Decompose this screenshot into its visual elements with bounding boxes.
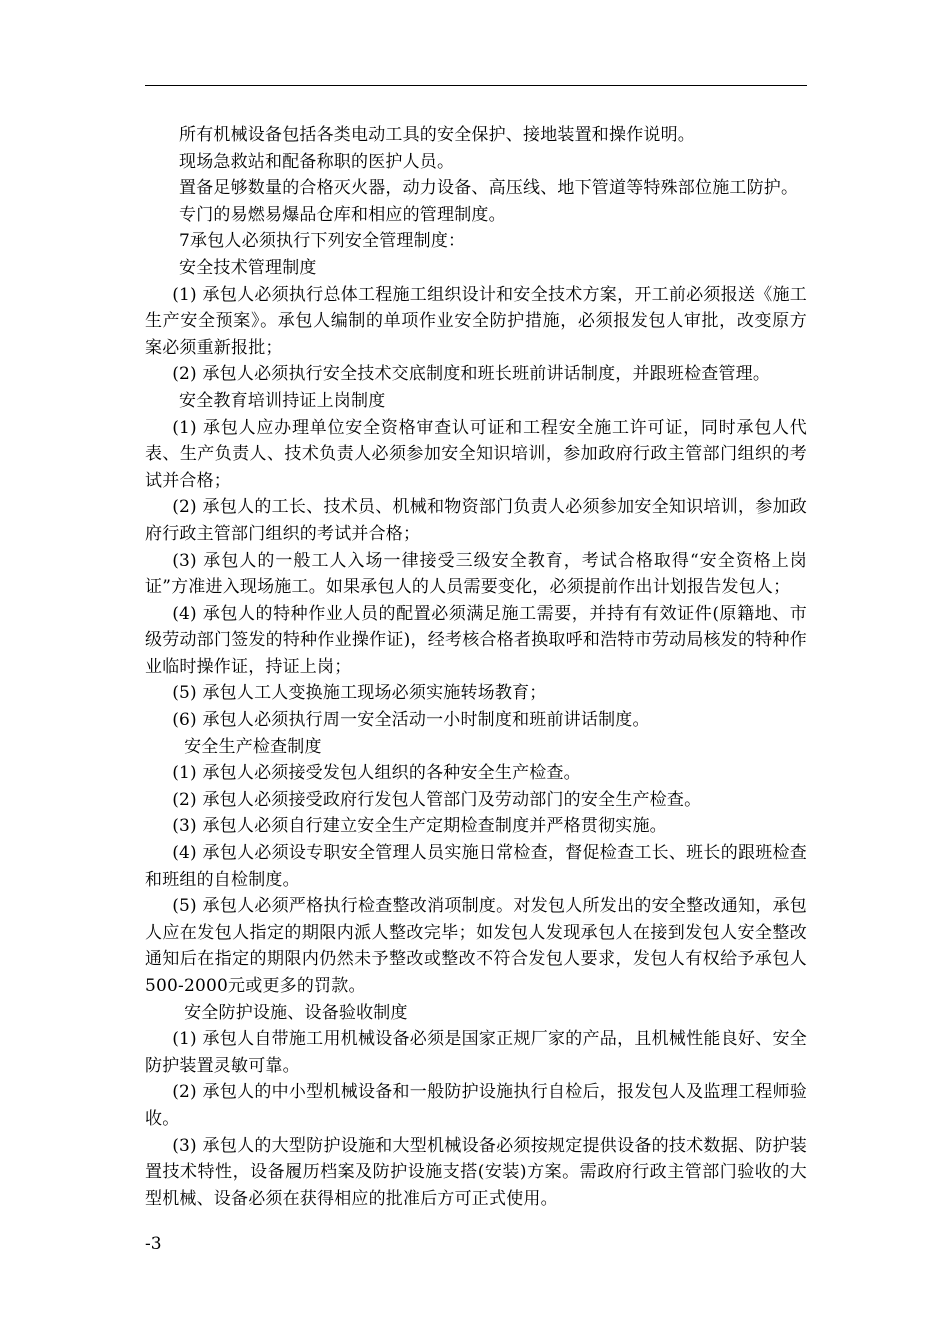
section-heading: 安全防护设施、设备验收制度 <box>184 1002 408 1023</box>
list-item: (1) 承包人必须接受发包人组织的各种安全生产检查。 <box>172 763 581 784</box>
list-item: (4) 承包人必须设专职安全管理人员实施日常检查，督促检查工长、班长的跟班检查和班组的自检制度。 <box>145 843 807 890</box>
header-rule <box>145 85 807 86</box>
list-item: (2) 承包人的工长、技术员、机械和物资部门负责人必须参加安全知识培训，参加政府行政主管部门组织的考试并合格； <box>145 497 807 544</box>
list-item: (5) 承包人必须严格执行检查整改消项制度。对发包人所发出的安全整改通知，承包人应在发包人指定的期限内派人整改完毕；如发包人发现承包人在接到发包人安全整改通知后在指定的期限内仍然未予整改或整改不符合发包人要求，发包人有权给予承包人500-2000元或更多的罚款。 <box>145 896 807 996</box>
list-item: (5) 承包人工人变换施工现场必须实施转场教育； <box>172 683 547 704</box>
section-heading: 安全技术管理制度 <box>179 257 317 278</box>
paragraph: 专门的易燃易爆品仓库和相应的管理制度。 <box>179 204 506 225</box>
section-heading: 安全教育培训持证上岗制度 <box>179 390 386 411</box>
section-heading: 安全生产检查制度 <box>184 736 322 757</box>
list-item: (2) 承包人必须接受政府行发包人管部门及劳动部门的安全生产检查。 <box>172 789 702 810</box>
list-item: (3) 承包人必须自行建立安全生产定期检查制度并严格贯彻实施。 <box>172 816 667 837</box>
list-item: (1) 承包人自带施工用机械设备必须是国家正规厂家的产品，且机械性能良好、安全防护装置灵敏可靠。 <box>145 1029 807 1076</box>
list-item: (6) 承包人必须执行周一安全活动一小时制度和班前讲话制度。 <box>172 710 650 731</box>
list-item: (2) 承包人必须执行安全技术交底制度和班长班前讲话制度，并跟班检查管理。 <box>172 364 771 385</box>
list-item: (1) 承包人应办理单位安全资格审查认可证和工程安全施工许可证，同时承包人代表、生产负责人、技术负责人必须参加安全知识培训，参加政府行政主管部门组织的考试并合格； <box>145 417 807 491</box>
page-number: -3 <box>145 1234 162 1254</box>
list-item: (2) 承包人的中小型机械设备和一般防护设施执行自检后，报发包人及监理工程师验收。 <box>145 1082 807 1129</box>
list-item: (3) 承包人的大型防护设施和大型机械设备必须按规定提供设备的技术数据、防护装置技术特性，设备履历档案及防护设施支搭(安装)方案。需政府行政主管部门验收的大型机械、设备必须在获得相应的批准后方可正式使用。 <box>145 1135 807 1209</box>
list-item: (3) 承包人的一般工人入场一律接受三级安全教育，考试合格取得“安全资格上岗证”方准进入现场施工。如果承包人的人员需要变化，必须提前作出计划报告发包人； <box>145 550 807 598</box>
document-body <box>145 122 807 1212</box>
section-intro: 7承包人必须执行下列安全管理制度： <box>179 231 466 252</box>
list-item: (1) 承包人必须执行总体工程施工组织设计和安全技术方案，开工前必须报送《施工生产安全预案》。承包人编制的单项作业安全防护措施，必须报发包人审批，改变原方案必须重新报批； <box>145 284 807 358</box>
paragraph: 现场急救站和配备称职的医护人员。 <box>179 151 455 172</box>
paragraph: 置备足够数量的合格灭火器，动力设备、高压线、地下管道等特殊部位施工防护。 <box>179 178 799 199</box>
paragraph: 所有机械设备包括各类电动工具的安全保护、接地装置和操作说明。 <box>179 125 695 145</box>
list-item: (4) 承包人的特种作业人员的配置必须满足施工需要，并持有有效证件(原籍地、市级劳动部门签发的特种作业操作证)，经考核合格者换取呼和浩特市劳动局核发的特种作业临时操作证，持证上岗； <box>145 603 807 677</box>
